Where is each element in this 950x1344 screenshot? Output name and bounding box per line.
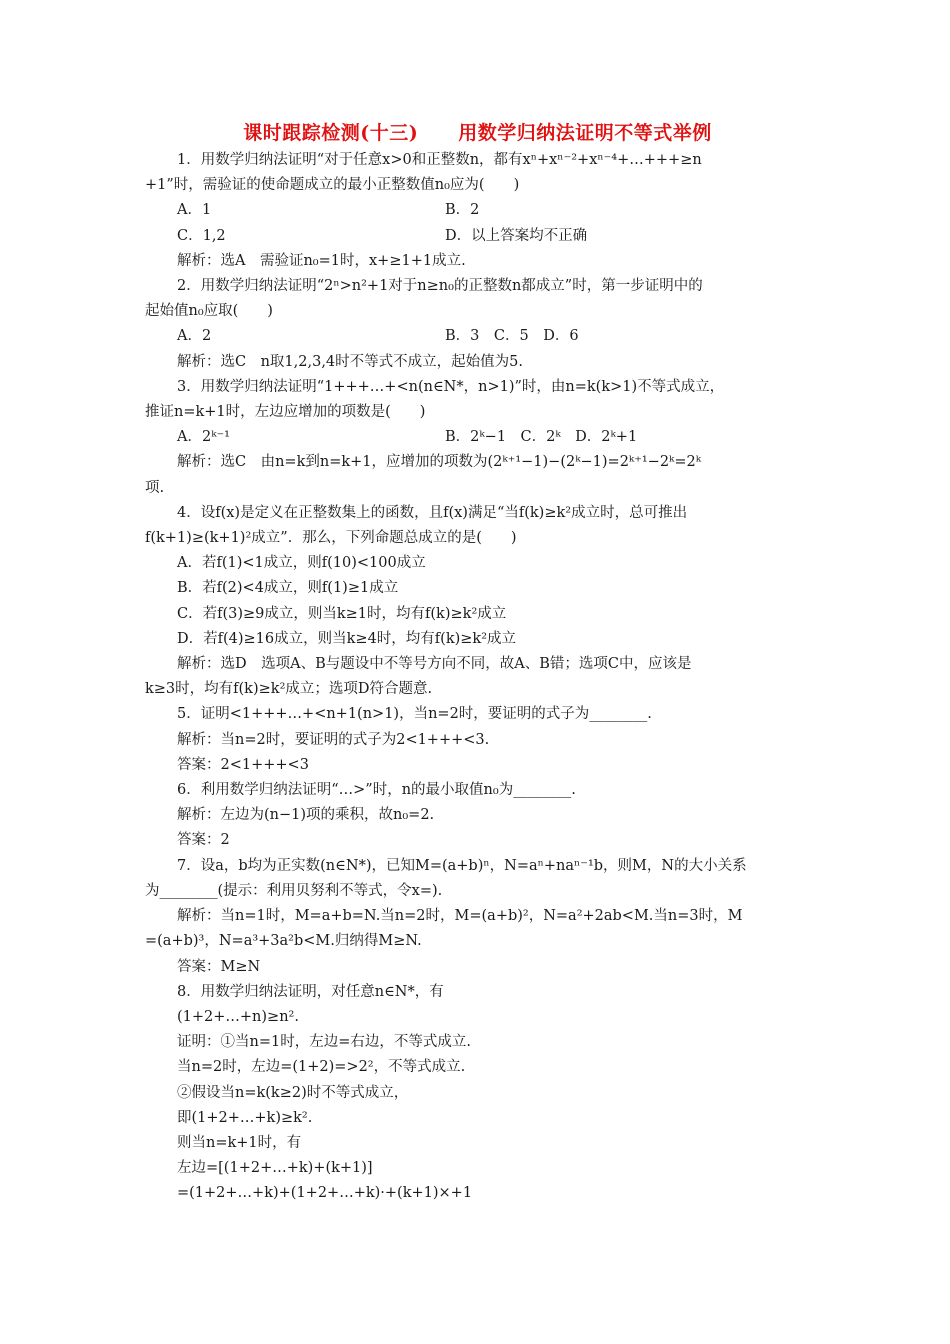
q3-answer-line2: 项. [145, 479, 165, 496]
q5-answer: 解析：当n=2时，要证明的式子为2<1+++<3. [177, 731, 490, 748]
q1-options-cd [145, 224, 810, 249]
q4-option-b: B．若f(2)<4成立，则f(1)≥1成立 [177, 580, 399, 597]
q8-proof-4: 即(1+2+…+k)≥k². [177, 1109, 313, 1126]
q6-line1: 6．利用数学归纳法证明“…>”时，n的最小取值n₀为________. [177, 782, 576, 799]
q3-line1: 3．用数学归纳法证明“1+++…+<n(n∈N*，n>1)”时，由n=k(k>1)不等式成立， [177, 378, 725, 395]
q8-line1: 8．用数学归纳法证明，对任意n∈N*，有 [177, 983, 444, 1000]
q1-line1: 1．用数学归纳法证明“对于任意x>0和正整数n，都有xⁿ+xⁿ⁻²+xⁿ⁻⁴+…+++≥n [177, 152, 702, 168]
title-right: 用数学归纳法证明不等式举例 [458, 122, 712, 144]
q8-proof-1: 证明：①当n=1时，左边=右边，不等式成立. [177, 1034, 471, 1051]
q8-line2: (1+2+…+n)≥n². [177, 1008, 299, 1025]
q4-line2: f(k+1)≥(k+1)²成立”．那么，下列命题总成立的是( ) [145, 530, 517, 547]
q2-options [145, 324, 810, 349]
q4-line1: 4．设f(x)是定义在正整数集上的函数，且f(x)满足“当f(k)≥k²成立时，总可推出 [177, 504, 688, 521]
q7-line2: 为________(提示：利用贝努利不等式，令x=). [145, 882, 443, 899]
q3-options-bcd: B．2ᵏ−1 C．2ᵏ D．2ᵏ+1 [445, 429, 638, 446]
q7-line1: 7．设a，b均为正实数(n∈N*)，已知M=(a+b)ⁿ，N=aⁿ+naⁿ⁻¹b，则M，N的大小关系 [177, 857, 747, 874]
page-title [145, 118, 810, 148]
q4-answer-line1: 解析：选D 选项A、B与题设中不等号方向不同，故A、B错；选项C中，应该是 [177, 656, 692, 673]
q5-line1: 5．证明<1+++…+<n+1(n>1)，当n=2时，要证明的式子为________. [177, 706, 652, 723]
q1-option-b: B．2 [445, 202, 480, 219]
q3-options [145, 425, 810, 450]
q4-option-a: A．若f(1)<1成立，则f(10)<100成立 [177, 555, 426, 572]
q8-proof-3: ②假设当n=k(k≥2)时不等式成立， [177, 1084, 409, 1101]
q8-proof-2: 当n=2时，左边=(1+2)=>2²，不等式成立. [177, 1059, 466, 1076]
q7-result: 答案：M≥N [177, 958, 261, 975]
q8-proof-5: 则当n=k+1时，有 [177, 1134, 302, 1151]
q4-option-d: D．若f(4)≥16成立，则当k≥4时，均有f(k)≥k²成立 [177, 630, 517, 647]
q2-line2: 起始值n₀应取( ) [145, 303, 273, 320]
q6-answer: 解析：左边为(n−1)项的乘积，故n₀=2. [177, 807, 435, 824]
q3-line2: 推证n=k+1时，左边应增加的项数是( ) [145, 404, 426, 421]
q4-answer-line2: k≥3时，均有f(k)≥k²成立；选项D符合题意. [145, 681, 433, 698]
q6-result: 答案：2 [177, 832, 230, 849]
q1-line2: +1”时，需验证的使命题成立的最小正整数值n₀应为( ) [145, 177, 520, 194]
q8-proof-6: 左边=[(1+2+…+k)+(k+1)] [177, 1160, 373, 1177]
q1-option-a: A．1 [177, 202, 212, 219]
document-page [145, 118, 810, 1207]
q1-answer: 解析：选A 需验证n₀=1时，x+≥1+1成立. [177, 252, 466, 269]
q5-result: 答案：2<1+++<3 [177, 756, 309, 773]
q3-answer-line1: 解析：选C 由n=k到n=k+1，应增加的项数为(2ᵏ⁺¹−1)−(2ᵏ−1)=2ᵏ⁺¹−2ᵏ=2ᵏ [177, 454, 701, 471]
q1-option-c: C．1,2 [177, 227, 226, 244]
title-left: 课时跟踪检测(十三) [243, 122, 419, 144]
q2-option-a: A．2 [177, 328, 212, 345]
q8-proof-7: =(1+2+…+k)+(1+2+…+k)·+(k+1)×+1 [177, 1185, 473, 1202]
q2-options-bcd: B．3 C．5 D．6 [445, 328, 579, 345]
q2-answer: 解析：选C n取1,2,3,4时不等式不成立，起始值为5. [177, 353, 523, 370]
q2-line1: 2．用数学归纳法证明“2ⁿ>n²+1对于n≥n₀的正整数n都成立”时，第一步证明中的 [177, 278, 703, 295]
q3-option-a: A．2ᵏ⁻¹ [177, 429, 230, 446]
q1-options-ab [145, 198, 810, 223]
q7-answer-line1: 解析：当n=1时，M=a+b=N.当n=2时，M=(a+b)²，N=a²+2ab<M.当n=3时，M [177, 908, 743, 925]
q1-option-d: D．以上答案均不正确 [445, 227, 588, 244]
q7-answer-line2: =(a+b)³，N=a³+3a²b<M.归纳得M≥N. [145, 933, 422, 950]
q4-option-c: C．若f(3)≥9成立，则当k≥1时，均有f(k)≥k²成立 [177, 605, 507, 622]
